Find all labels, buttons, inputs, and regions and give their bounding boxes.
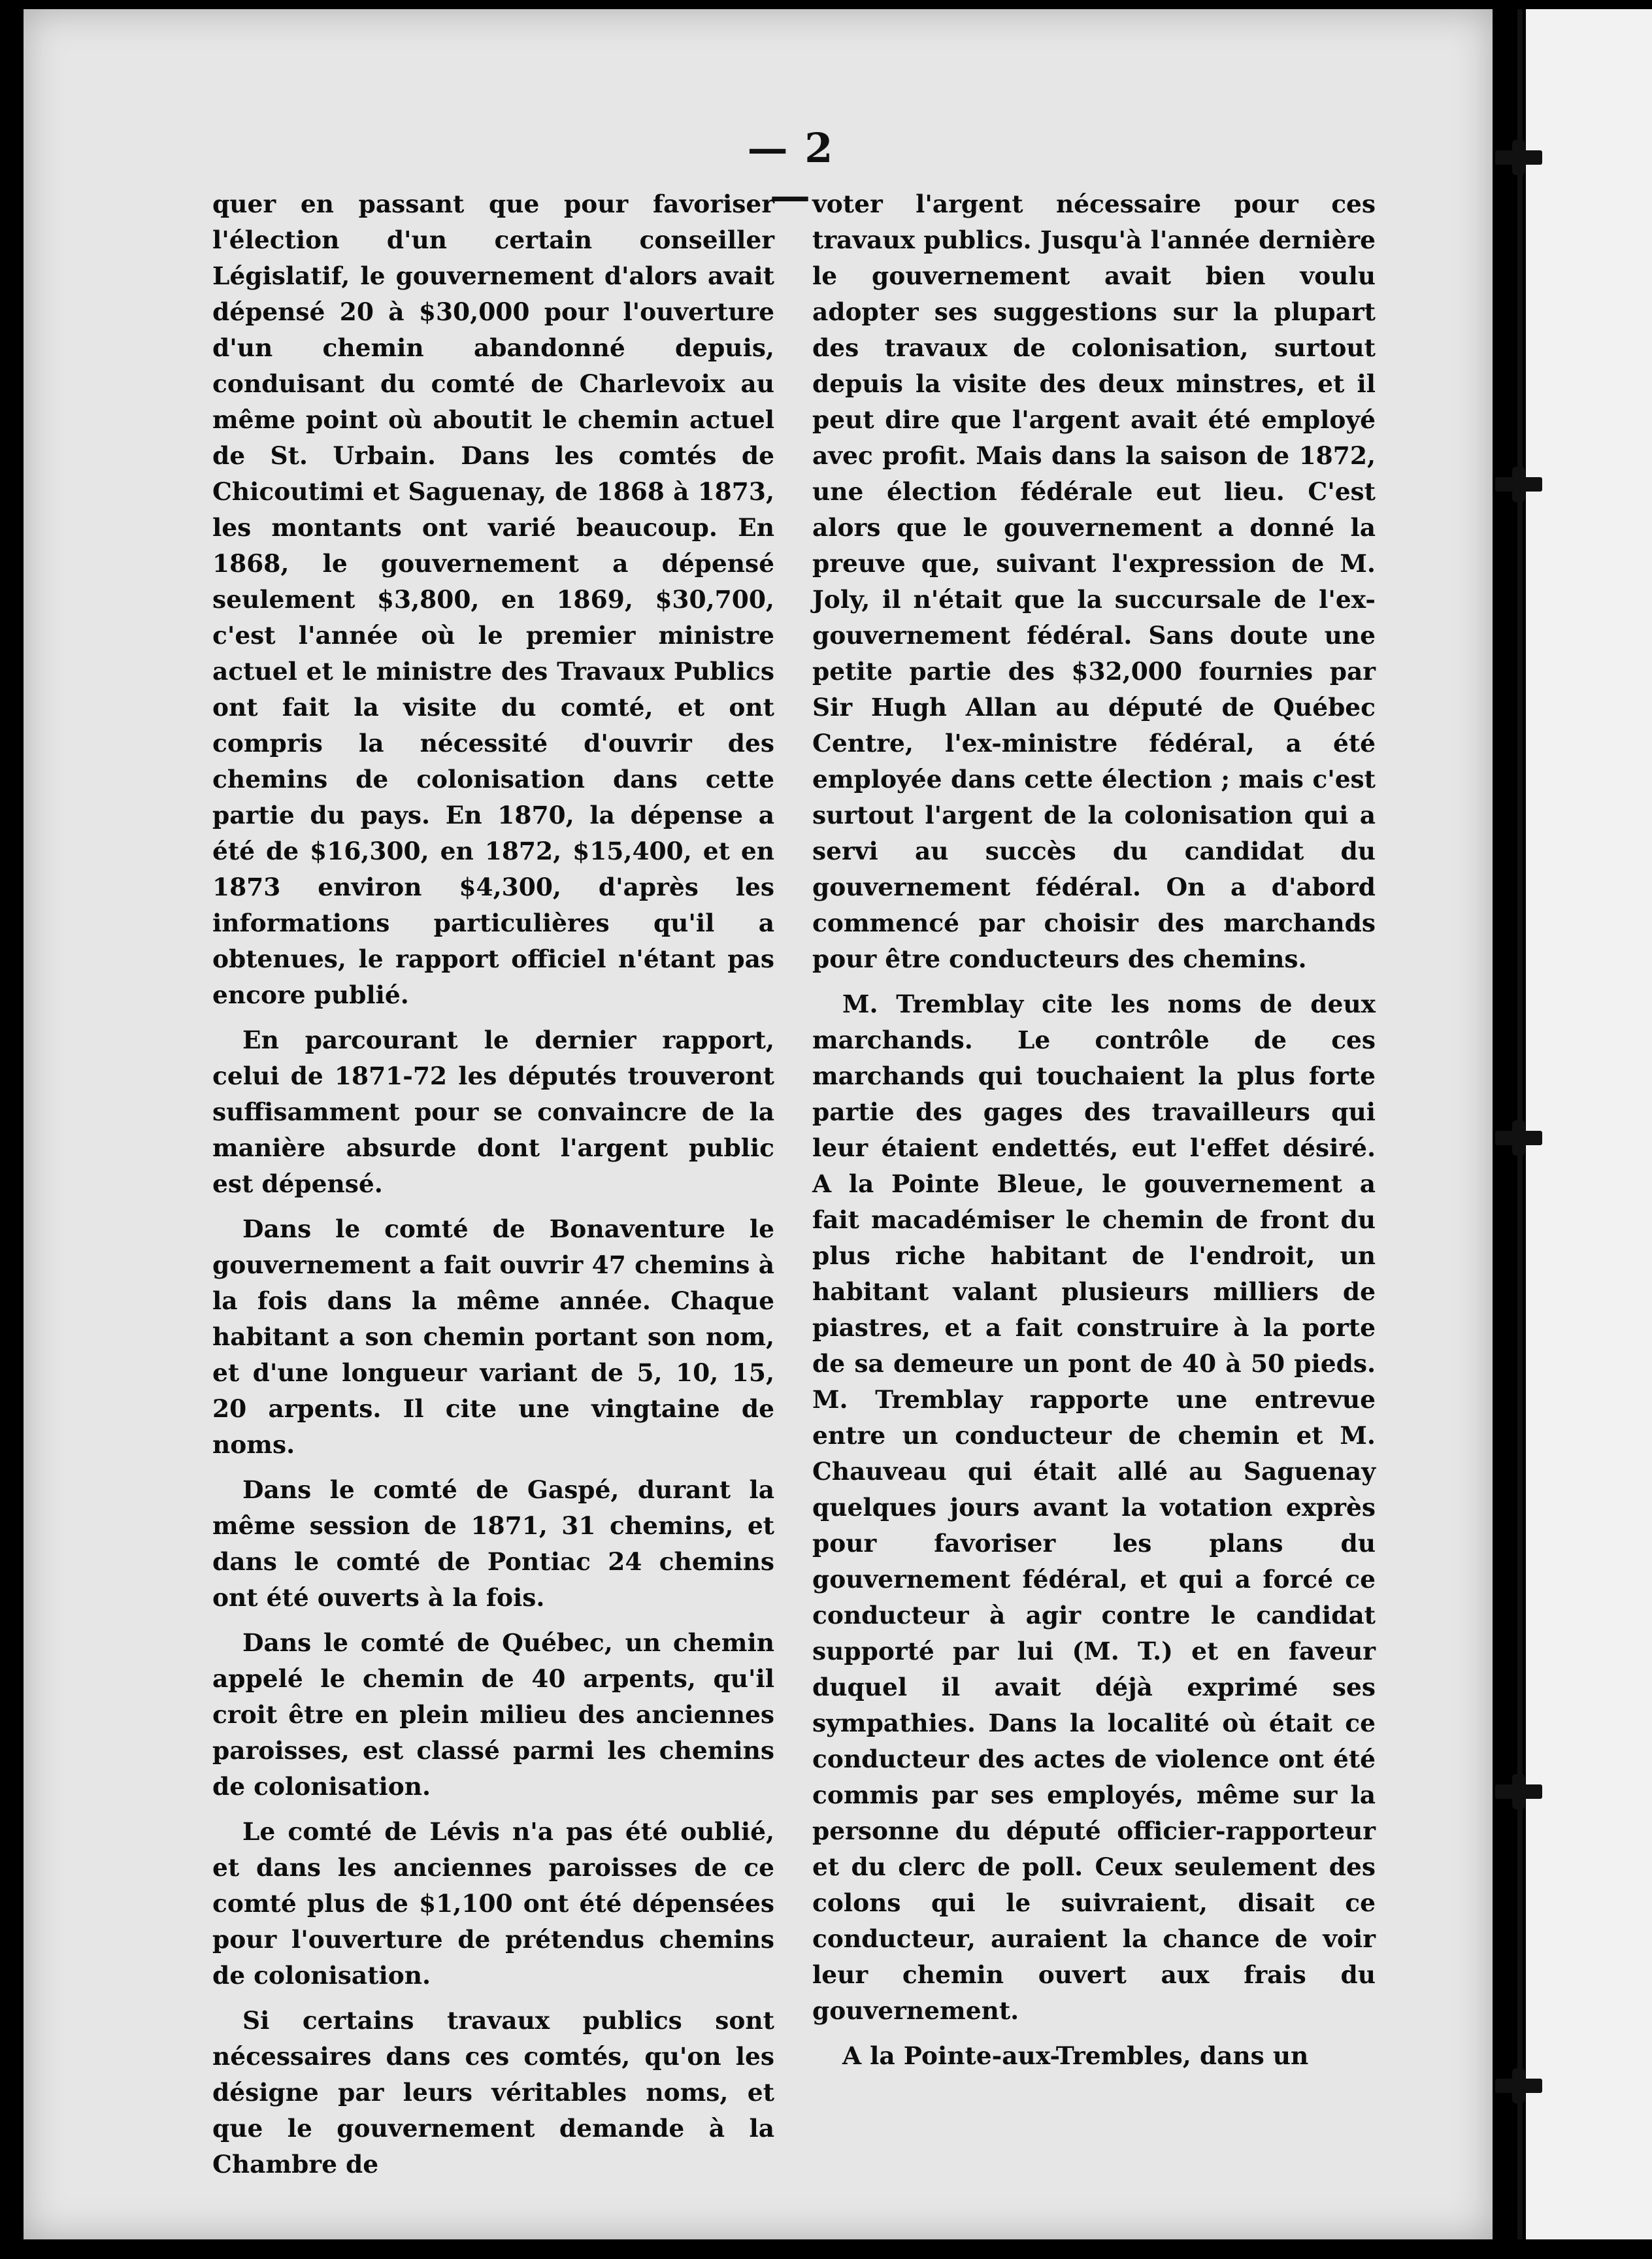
- paragraph: Si certains travaux publics sont nécessaires dans ces comtés, qu'on les désigne par leurs véritables noms, et que le gouvernement demande à la Chambre de: [212, 2006, 774, 2179]
- paragraph: Dans le comté de Québec, un chemin appelé le chemin de 40 arpents, qu'il croit être en plein milieu des anciennes paroisses, est classé parmi les chemins de colonisation.: [212, 1628, 774, 1801]
- binding-stitch: [1495, 1784, 1542, 1799]
- text-column-left: [212, 186, 774, 2183]
- paragraph: M. Tremblay cite les noms de deux marchands. Le contrôle de ces marchands qui touchaient la plus forte partie des gages des travailleurs qui leur étaient endettés, eut l'effet désiré. A la Pointe Bleue, le gouvernement a fait macadémiser le chemin de front du plus riche habitant de l'endroit, un habitant valant plusieurs milliers de piastres, et a fait construire à la porte de sa demeure un pont de 40 à 50 pieds. M. Tremblay rapporte une entrevue entre un conducteur de chemin et M. Chauveau qui était allé au Saguenay quelques jours avant la votation exprès pour favoriser les plans du gouvernement fédéral, et qui a forcé ce conducteur à agir contre le candidat supporté par lui (M. T.) et en faveur duquel il avait déjà exprimé ses sympathies. Dans la localité où était ce conducteur des actes de violence ont été commis par ses employés, même sur la personne du député officier-rapporteur et du clerc de poll. Ceux seulement des colons qui le suivraient, disait ce conducteur, auraient la chance de voir leur chemin ouvert aux frais du gouvernement.: [812, 990, 1376, 2025]
- binding-stitch: [1495, 2079, 1542, 2093]
- binding-stitch: [1495, 1131, 1542, 1145]
- binding-stitch: [1495, 150, 1542, 165]
- paragraph: En parcourant le dernier rapport, celui de 1871-72 les députés trouveront suffisamment pour se convaincre de la manière absurde dont l'argent public est dépensé.: [212, 1026, 774, 1198]
- page-number: — 2 —: [747, 124, 834, 220]
- text-column-right: [812, 186, 1376, 2074]
- paragraph: voter l'argent nécessaire pour ces travaux publics. Jusqu'à l'année dernière le gouvernement avait bien voulu adopter ses suggestions sur la plupart des travaux de colonisation, surtout depuis la visite des deux minstres, et il peut dire que l'argent avait été employé avec profit. Mais dans la saison de 1872, une élection fédérale eut lieu. C'est alors que le gouvernement a donné la preuve que, suivant l'expression de M. Joly, il n'était que la succursale de l'ex-gouvernement fédéral. Sans doute une petite partie des $32,000 fournies par Sir Hugh Allan au député de Québec Centre, l'ex-ministre fédéral, a été employée dans cette élection ; mais c'est surtout l'argent de la colonisation qui a servi au succès du candidat du gouvernement fédéral. On a d'abord commencé par choisir des marchands pour être conducteurs des chemins.: [812, 190, 1376, 973]
- paragraph: Dans le comté de Gaspé, durant la même session de 1871, 31 chemins, et dans le comté de Pontiac 24 chemins ont été ouverts à la fois.: [212, 1475, 774, 1612]
- adjacent-page-edge: [1526, 9, 1652, 2239]
- paragraph: A la Pointe-aux-Trembles, dans un: [842, 2041, 1309, 2070]
- paragraph: Le comté de Lévis n'a pas été oublié, et dans les anciennes paroisses de ce comté plus de $1,100 ont été dépensées pour l'ouverture de prétendus chemins de colonisation.: [212, 1817, 774, 1990]
- paragraph: quer en passant que pour favoriser l'élection d'un certain conseiller Législatif, le gouvernement d'alors avait dépensé 20 à $30,000 pour l'ouverture d'un chemin abandonné depuis, conduisant du comté de Charlevoix au même point où aboutit le chemin actuel de St. Urbain. Dans les comtés de Chicoutimi et Saguenay, de 1868 à 1873, les montants ont varié beaucoup. En 1868, le gouvernement a dépensé seulement $3,800, en 1869, $30,700, c'est l'année où le premier ministre actuel et le ministre des Travaux Publics ont fait la visite du comté, et ont compris la nécessité d'ouvrir des chemins de colonisation dans cette partie du pays. En 1870, la dépense a été de $16,300, en 1872, $15,400, et en 1873 environ $4,300, d'après les informations particulières qu'il a obtenues, le rapport officiel n'étant pas encore publié.: [212, 190, 774, 1009]
- binding-stitch: [1495, 477, 1542, 492]
- paragraph: Dans le comté de Bonaventure le gouvernement a fait ouvrir 47 chemins à la fois dans la même année. Chaque habitant a son chemin portant son nom, et d'une longueur variant de 5, 10, 15, 20 arpents. Il cite une vingtaine de noms.: [212, 1214, 774, 1459]
